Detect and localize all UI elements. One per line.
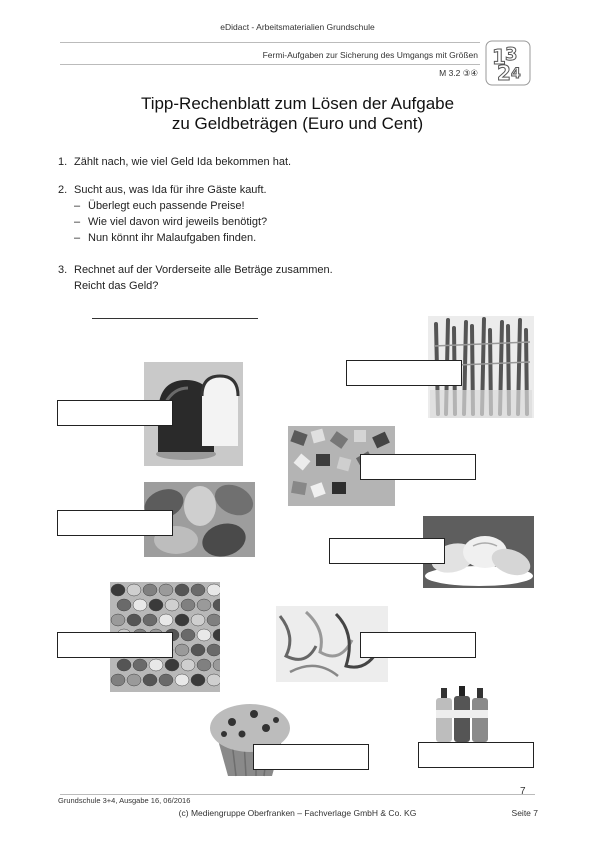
task-2: 2. Sucht aus, was Ida für ihre Gäste kauft. – Überlegt euch passende Preise! – Wie viel davon wird jeweils benötigt? – Nun könnt ihr Malaufgaben finden. [58, 184, 268, 244]
task-3: 3. Rechnet auf der Vorderseite alle Beträge zusammen. Reicht das Geld? [58, 264, 333, 292]
series-subtitle: Fermi-Aufgaben zur Sicherung des Umgangs mit Größen [262, 50, 478, 60]
page-title: Tipp-Rechenblatt zum Lösen der Aufgabe zu Geldbeträgen (Euro und Cent) [140, 94, 455, 133]
price-box-chocolate-kiss[interactable] [57, 400, 173, 426]
edition-info: Grundschule 3+4, Ausgabe 16, 06/2016 [58, 796, 191, 805]
svg-text:1: 1 [492, 45, 506, 69]
page-label: Seite 7 [511, 808, 538, 818]
price-box-gummy-candy[interactable] [360, 454, 476, 480]
publisher-line: eDidact - Arbeitsmaterialien Grundschule [220, 22, 375, 32]
footer-divider [60, 794, 535, 795]
price-box-streamers[interactable] [360, 632, 476, 658]
page-number: 7 [520, 786, 526, 797]
price-box-bottles[interactable] [418, 742, 534, 768]
number-logo-icon [485, 40, 531, 86]
price-box-chocolate-lentils[interactable] [57, 632, 173, 658]
header-divider [60, 42, 480, 43]
price-box-pretzel-sticks[interactable] [346, 360, 462, 386]
answer-line[interactable] [92, 318, 258, 319]
svg-text:4: 4 [511, 66, 521, 82]
copyright: (c) Mediengruppe Oberfranken – Fachverlage GmbH & Co. KG [178, 808, 417, 818]
task-1: 1. Zählt nach, wie viel Geld Ida bekommen hat. [58, 156, 292, 168]
price-box-muffin[interactable] [253, 744, 369, 770]
svg-text:3: 3 [505, 44, 518, 65]
price-box-chips[interactable] [329, 538, 445, 564]
bottles-photo [432, 684, 492, 742]
svg-text:2: 2 [497, 61, 511, 85]
header-divider [60, 64, 480, 65]
price-box-balloons[interactable] [57, 510, 173, 536]
material-code: M 3.2 ③④ [439, 68, 478, 78]
